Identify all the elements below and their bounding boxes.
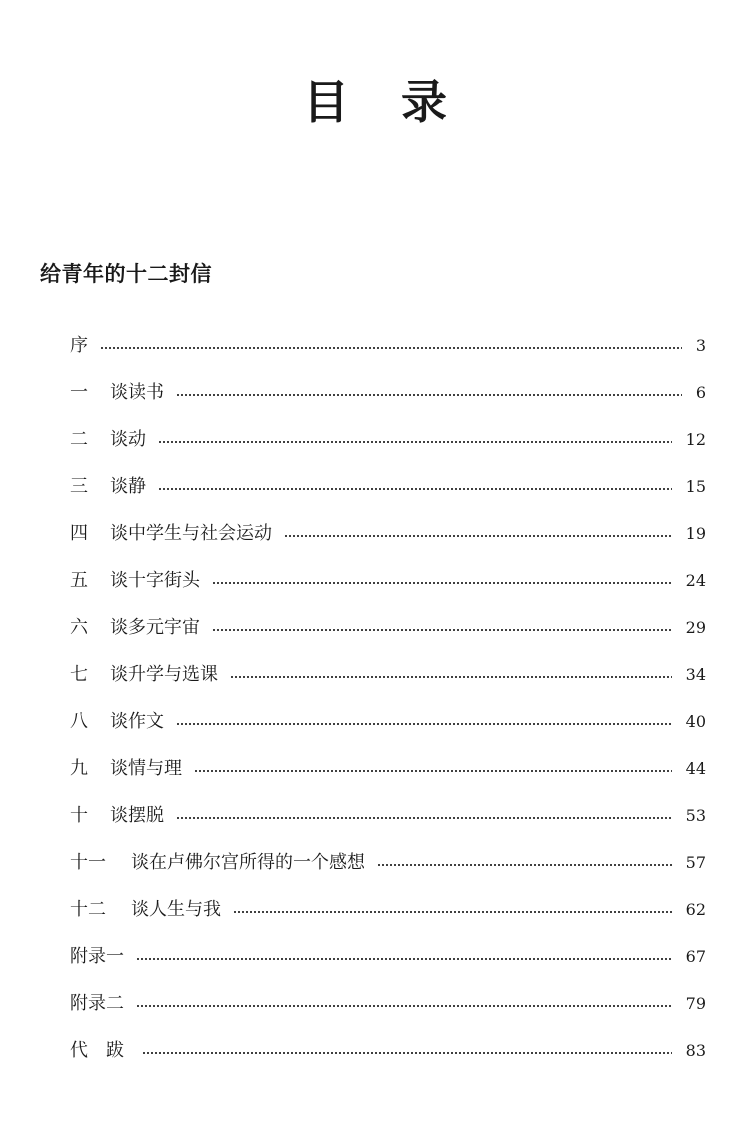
toc-entry-number: 四 — [70, 523, 88, 544]
toc-entry-number: 六 — [70, 617, 88, 638]
toc-entry-12[interactable] — [70, 886, 706, 933]
toc-entry-number: 十 — [70, 805, 88, 826]
toc-entry-9[interactable] — [70, 745, 706, 792]
toc-entry-afterword[interactable] — [70, 1027, 706, 1074]
toc-entry-appendix-2[interactable] — [70, 980, 706, 1027]
toc-leader-dots — [212, 582, 672, 584]
toc-entry-label: 谈升学与选课 — [110, 664, 218, 685]
toc-list — [70, 322, 706, 1074]
toc-leader-dots — [230, 676, 672, 678]
toc-entry-page: 19 — [685, 524, 706, 543]
toc-entry-number: 十二 — [70, 899, 106, 920]
toc-entry-label: 谈情与理 — [110, 758, 182, 779]
toc-entry-label: 谈十字街头 — [110, 570, 200, 591]
toc-leader-dots — [176, 723, 672, 725]
toc-entry-label: 谈人生与我 — [131, 899, 221, 920]
toc-entry-number: 三 — [70, 476, 88, 497]
toc-entry-page: 40 — [685, 712, 706, 731]
toc-leader-dots — [212, 629, 672, 631]
toc-entry-label: 代跋 — [70, 1040, 142, 1061]
page-title: 目 录 — [302, 75, 465, 129]
toc-entry-page: 29 — [685, 618, 706, 637]
toc-entry-2[interactable] — [70, 416, 706, 463]
toc-leader-dots — [142, 1052, 672, 1054]
toc-entry-number: 七 — [70, 664, 88, 685]
toc-leader-dots — [176, 817, 672, 819]
toc-entry-label: 谈作文 — [110, 711, 164, 732]
toc-entry-3[interactable] — [70, 463, 706, 510]
toc-leader-dots — [194, 770, 672, 772]
toc-entry-8[interactable] — [70, 698, 706, 745]
toc-entry-5[interactable] — [70, 557, 706, 604]
toc-entry-number: 十一 — [70, 852, 106, 873]
toc-entry-7[interactable] — [70, 651, 706, 698]
toc-entry-page: 3 — [695, 336, 706, 355]
toc-leader-dots — [176, 394, 682, 396]
toc-leader-dots — [100, 347, 682, 349]
toc-entry-page: 57 — [685, 853, 706, 872]
toc-entry-label: 谈中学生与社会运动 — [110, 523, 272, 544]
toc-entry-number: 五 — [70, 570, 88, 591]
toc-entry-page: 83 — [685, 1041, 706, 1060]
toc-entry-appendix-1[interactable] — [70, 933, 706, 980]
toc-leader-dots — [284, 535, 672, 537]
toc-entry-number: 一 — [70, 382, 88, 403]
toc-leader-dots — [136, 1005, 672, 1007]
toc-entry-number: 九 — [70, 758, 88, 779]
toc-entry-label: 谈读书 — [110, 382, 164, 403]
toc-entry-number: 二 — [70, 429, 88, 450]
toc-entry-page: 24 — [685, 571, 706, 590]
toc-entry-label: 附录一 — [70, 946, 124, 967]
toc-entry-4[interactable] — [70, 510, 706, 557]
toc-leader-dots — [158, 488, 672, 490]
toc-entry-1[interactable] — [70, 369, 706, 416]
toc-entry-page: 6 — [695, 383, 706, 402]
toc-entry-label: 谈动 — [110, 429, 146, 450]
toc-entry-page: 34 — [685, 665, 706, 684]
toc-entry-11[interactable] — [70, 839, 706, 886]
toc-entry-page: 44 — [685, 759, 706, 778]
toc-entry-label: 谈摆脱 — [110, 805, 164, 826]
toc-entry-page: 79 — [685, 994, 706, 1013]
toc-entry-number: 八 — [70, 711, 88, 732]
toc-entry-6[interactable] — [70, 604, 706, 651]
toc-entry-label: 谈静 — [110, 476, 146, 497]
toc-leader-dots — [158, 441, 672, 443]
toc-entry-page: 53 — [685, 806, 706, 825]
toc-leader-dots — [233, 911, 672, 913]
toc-leader-dots — [136, 958, 672, 960]
toc-entry-page: 67 — [685, 947, 706, 966]
toc-entry-preface[interactable] — [70, 322, 706, 369]
toc-entry-10[interactable] — [70, 792, 706, 839]
toc-entry-label: 谈多元宇宙 — [110, 617, 200, 638]
toc-entry-page: 62 — [685, 900, 706, 919]
toc-entry-page: 15 — [685, 477, 706, 496]
toc-entry-page: 12 — [685, 430, 706, 449]
toc-leader-dots — [377, 864, 672, 866]
section-title: 给青年的十二封信 — [40, 261, 212, 286]
toc-entry-label: 附录二 — [70, 993, 124, 1014]
toc-entry-label: 序 — [70, 335, 88, 356]
toc-entry-label: 谈在卢佛尔宫所得的一个感想 — [131, 852, 365, 873]
